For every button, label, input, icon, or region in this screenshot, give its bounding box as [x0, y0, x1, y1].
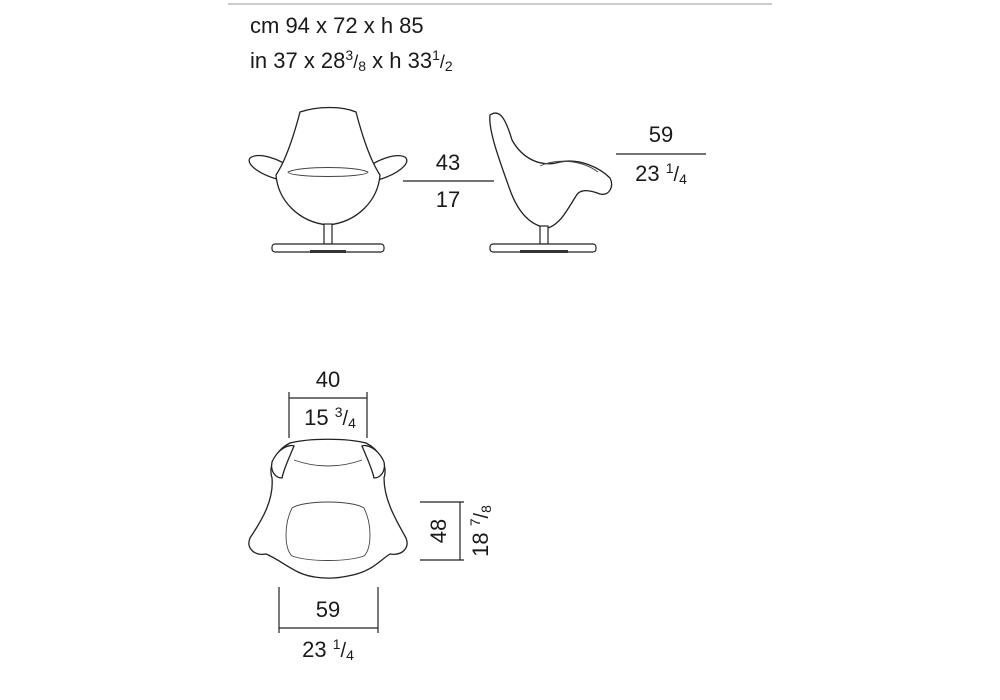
bottom-width-in	[302, 636, 354, 663]
dimensions-cm: cm 94 x 72 x h 85	[250, 13, 424, 38]
side-dim-cm: 59	[648, 122, 674, 147]
side-dim-in-num: 1	[665, 160, 674, 176]
depth-in-slash: /	[471, 512, 493, 519]
bottom-width-cm: 59	[315, 597, 341, 622]
bottom-width-in-slash: /	[340, 640, 347, 662]
dimensions-in-frac1-den: 8	[358, 58, 367, 74]
dimensions-in-frac2-den: 2	[444, 58, 453, 74]
side-dim-in-slash: /	[673, 164, 680, 186]
bottom-width-in-den: 4	[346, 647, 354, 663]
dimensions-in-mid: x h 33	[366, 48, 433, 73]
side-dim-in-whole: 23	[635, 161, 666, 186]
side-dim-in	[635, 160, 687, 187]
depth-in	[467, 505, 494, 557]
front-dim-in: 17	[435, 187, 461, 212]
top-width-in-den: 4	[348, 415, 356, 431]
dimensions-in-prefix: in 37 x 28	[250, 48, 346, 73]
top-width-in-num: 3	[334, 404, 343, 420]
bottom-width-in-whole: 23	[302, 637, 333, 662]
top-width-cm: 40	[315, 367, 341, 392]
dimensions-in-frac2-num: 1	[432, 47, 440, 63]
chair-side-view	[490, 113, 612, 253]
bottom-width-in-num: 1	[332, 636, 341, 652]
dimensions-in-frac1-num: 3	[345, 47, 354, 63]
depth-in-whole: 18	[468, 526, 493, 557]
depth-cm: 48	[426, 518, 451, 544]
depth-in-num: 7	[467, 518, 483, 527]
chair-top-view	[249, 439, 407, 578]
depth-in-den: 8	[478, 505, 494, 513]
chair-front-view	[249, 108, 407, 254]
side-dim-in-den: 4	[679, 171, 687, 187]
top-width-in	[304, 404, 356, 431]
dimensions-in-frac2-slash: /	[439, 52, 445, 72]
top-width-in-whole: 15	[304, 405, 335, 430]
dimensions-in	[250, 47, 453, 74]
top-width-in-slash: /	[342, 408, 349, 430]
front-dim-cm: 43	[435, 150, 461, 175]
dimensions-in-frac1-slash: /	[353, 52, 359, 72]
